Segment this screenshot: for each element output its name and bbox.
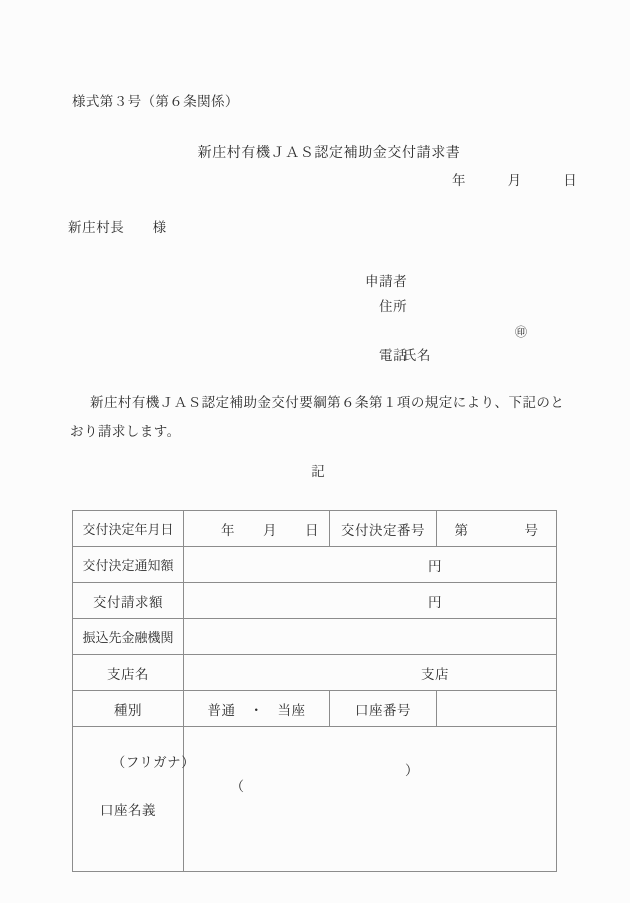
- row-label-account-number: 口座番号: [330, 691, 437, 727]
- seal-icon: ㊞: [515, 325, 528, 339]
- row-label-grant-decision-number: 交付決定番号: [330, 511, 437, 547]
- ki-marker: 記: [311, 464, 325, 479]
- row-label-account-type: 種別: [73, 691, 184, 727]
- field-account-number[interactable]: [437, 691, 557, 727]
- account-holder-label: 口座名義: [100, 803, 156, 818]
- field-account-type[interactable]: 普通 ・ 当座: [184, 691, 330, 727]
- furigana-parentheses: [184, 759, 419, 811]
- applicant-name-label: 氏名: [402, 347, 432, 363]
- form-number: 様式第３号（第６条関係）: [72, 94, 239, 109]
- table-row: [73, 547, 557, 583]
- request-details-table: [72, 510, 557, 872]
- date-line: 年 月 日: [452, 173, 578, 188]
- applicant-block: [365, 270, 528, 368]
- page-title: 新庄村有機ＪＡＳ認定補助金交付請求書: [197, 146, 461, 161]
- table-row: [73, 727, 557, 872]
- row-label-branch: 支店名: [73, 655, 184, 691]
- field-requested-amount[interactable]: 円: [184, 583, 557, 619]
- field-grant-decision-number[interactable]: 第 号: [437, 511, 557, 547]
- table-row: [73, 619, 557, 655]
- field-account-holder[interactable]: [184, 727, 557, 872]
- applicant-heading: 申請者: [365, 274, 408, 289]
- row-label-requested-amount: 交付請求額: [73, 583, 184, 619]
- field-notified-amount[interactable]: 円: [184, 547, 557, 583]
- row-label-bank: 振込先金融機関: [73, 619, 184, 655]
- paren-open: （: [230, 779, 245, 794]
- body-paragraph: [70, 388, 565, 446]
- field-grant-decision-date[interactable]: 年 月 日: [184, 511, 330, 547]
- addressee: 新庄村長 様: [68, 220, 167, 235]
- row-label-grant-decision-date: 交付決定年月日: [73, 511, 184, 547]
- account-holder-furigana-label: （フリガナ）: [111, 755, 196, 770]
- paren-close: ）: [405, 763, 419, 778]
- field-bank[interactable]: [184, 619, 557, 655]
- row-label-account-holder: [73, 727, 196, 872]
- field-branch[interactable]: 支店: [184, 655, 557, 691]
- row-label-notified-amount: 交付決定通知額: [73, 547, 184, 583]
- body-line-1: 新庄村有機ＪＡＳ認定補助金交付要綱第６条第１項の規定により、下記のと: [90, 395, 565, 410]
- table-row: [73, 511, 557, 547]
- table-row: [73, 655, 557, 691]
- table-row: [73, 691, 557, 727]
- table-row: [73, 583, 557, 619]
- applicant-address-label: 住所: [379, 298, 408, 314]
- applicant-phone-label: 電話: [379, 347, 408, 363]
- body-line-2: おり請求します。: [70, 424, 181, 439]
